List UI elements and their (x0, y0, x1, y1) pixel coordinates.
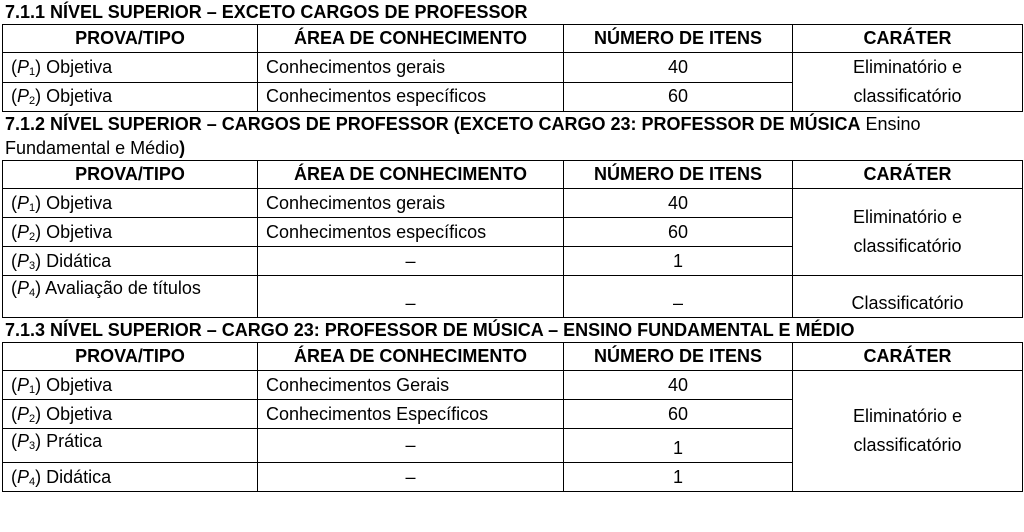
prova-cell: (P3) Didática (3, 247, 258, 276)
header-area: ÁREA DE CONHECIMENTO (258, 25, 564, 53)
prova-cell: (P2) Objetiva (3, 218, 258, 247)
carater-cell: Eliminatório e classificatório (793, 189, 1023, 276)
header-carater: CARÁTER (793, 161, 1023, 189)
exam-table-7-1-2 (2, 160, 1023, 318)
area-cell: – (258, 276, 564, 318)
header-numero: NÚMERO DE ITENS (564, 25, 793, 53)
header-area: ÁREA DE CONHECIMENTO (258, 343, 564, 371)
prova-cell: (P1) Objetiva (3, 53, 258, 83)
prova-cell: (P1) Objetiva (3, 189, 258, 218)
area-cell: Conhecimentos Gerais (258, 371, 564, 400)
itens-cell: 40 (564, 189, 793, 218)
itens-cell: 40 (564, 53, 793, 83)
itens-cell: 1 (564, 463, 793, 492)
header-numero: NÚMERO DE ITENS (564, 161, 793, 189)
area-cell: Conhecimentos Específicos (258, 400, 564, 429)
prova-cell: (P2) Objetiva (3, 82, 258, 112)
header-numero: NÚMERO DE ITENS (564, 343, 793, 371)
table-header-row (3, 25, 1023, 53)
table-header-row (3, 343, 1023, 371)
table-row (3, 371, 1023, 400)
carater-cell: Classificatório (793, 276, 1023, 318)
table-row (3, 53, 1023, 83)
area-cell: Conhecimentos gerais (258, 189, 564, 218)
header-prova: PROVA/TIPO (3, 25, 258, 53)
header-area: ÁREA DE CONHECIMENTO (258, 161, 564, 189)
area-cell: – (258, 247, 564, 276)
itens-cell: 1 (564, 429, 793, 463)
section-heading-7-1-2: 7.1.2 NÍVEL SUPERIOR – CARGOS DE PROFESSOR (EXCETO CARGO 23: PROFESSOR DE MÚSICA Ensino Fundamental e Médio) (5, 114, 921, 158)
table-row (3, 276, 1023, 318)
heading-text: 7.1.1 NÍVEL SUPERIOR – EXCETO CARGOS DE PROFESSOR (5, 2, 528, 22)
exam-table-7-1-1 (2, 24, 1023, 112)
itens-cell: 1 (564, 247, 793, 276)
area-cell: Conhecimentos específicos (258, 218, 564, 247)
itens-cell: 40 (564, 371, 793, 400)
itens-cell: – (564, 276, 793, 318)
prova-cell: (P4) Didática (3, 463, 258, 492)
section-heading-7-1-3: 7.1.3 NÍVEL SUPERIOR – CARGO 23: PROFESSOR DE MÚSICA – ENSINO FUNDAMENTAL E MÉDIO (5, 320, 855, 340)
header-prova: PROVA/TIPO (3, 161, 258, 189)
area-cell: Conhecimentos gerais (258, 53, 564, 83)
table-row (3, 189, 1023, 218)
itens-cell: 60 (564, 218, 793, 247)
header-prova: PROVA/TIPO (3, 343, 258, 371)
carater-cell: Eliminatório e classificatório (793, 371, 1023, 492)
section-heading-7-1-1 (2, 0, 1022, 24)
area-cell: Conhecimentos específicos (258, 82, 564, 112)
area-cell: – (258, 463, 564, 492)
exam-table-7-1-3 (2, 342, 1023, 492)
prova-cell: (P3) Prática (3, 429, 258, 463)
header-carater: CARÁTER (793, 25, 1023, 53)
area-cell: – (258, 429, 564, 463)
itens-cell: 60 (564, 82, 793, 112)
carater-cell: Eliminatório e classificatório (793, 53, 1023, 112)
prova-cell: (P4) Avaliação de títulos (3, 276, 258, 318)
table-header-row (3, 161, 1023, 189)
prova-cell: (P2) Objetiva (3, 400, 258, 429)
prova-cell: (P1) Objetiva (3, 371, 258, 400)
itens-cell: 60 (564, 400, 793, 429)
header-carater: CARÁTER (793, 343, 1023, 371)
